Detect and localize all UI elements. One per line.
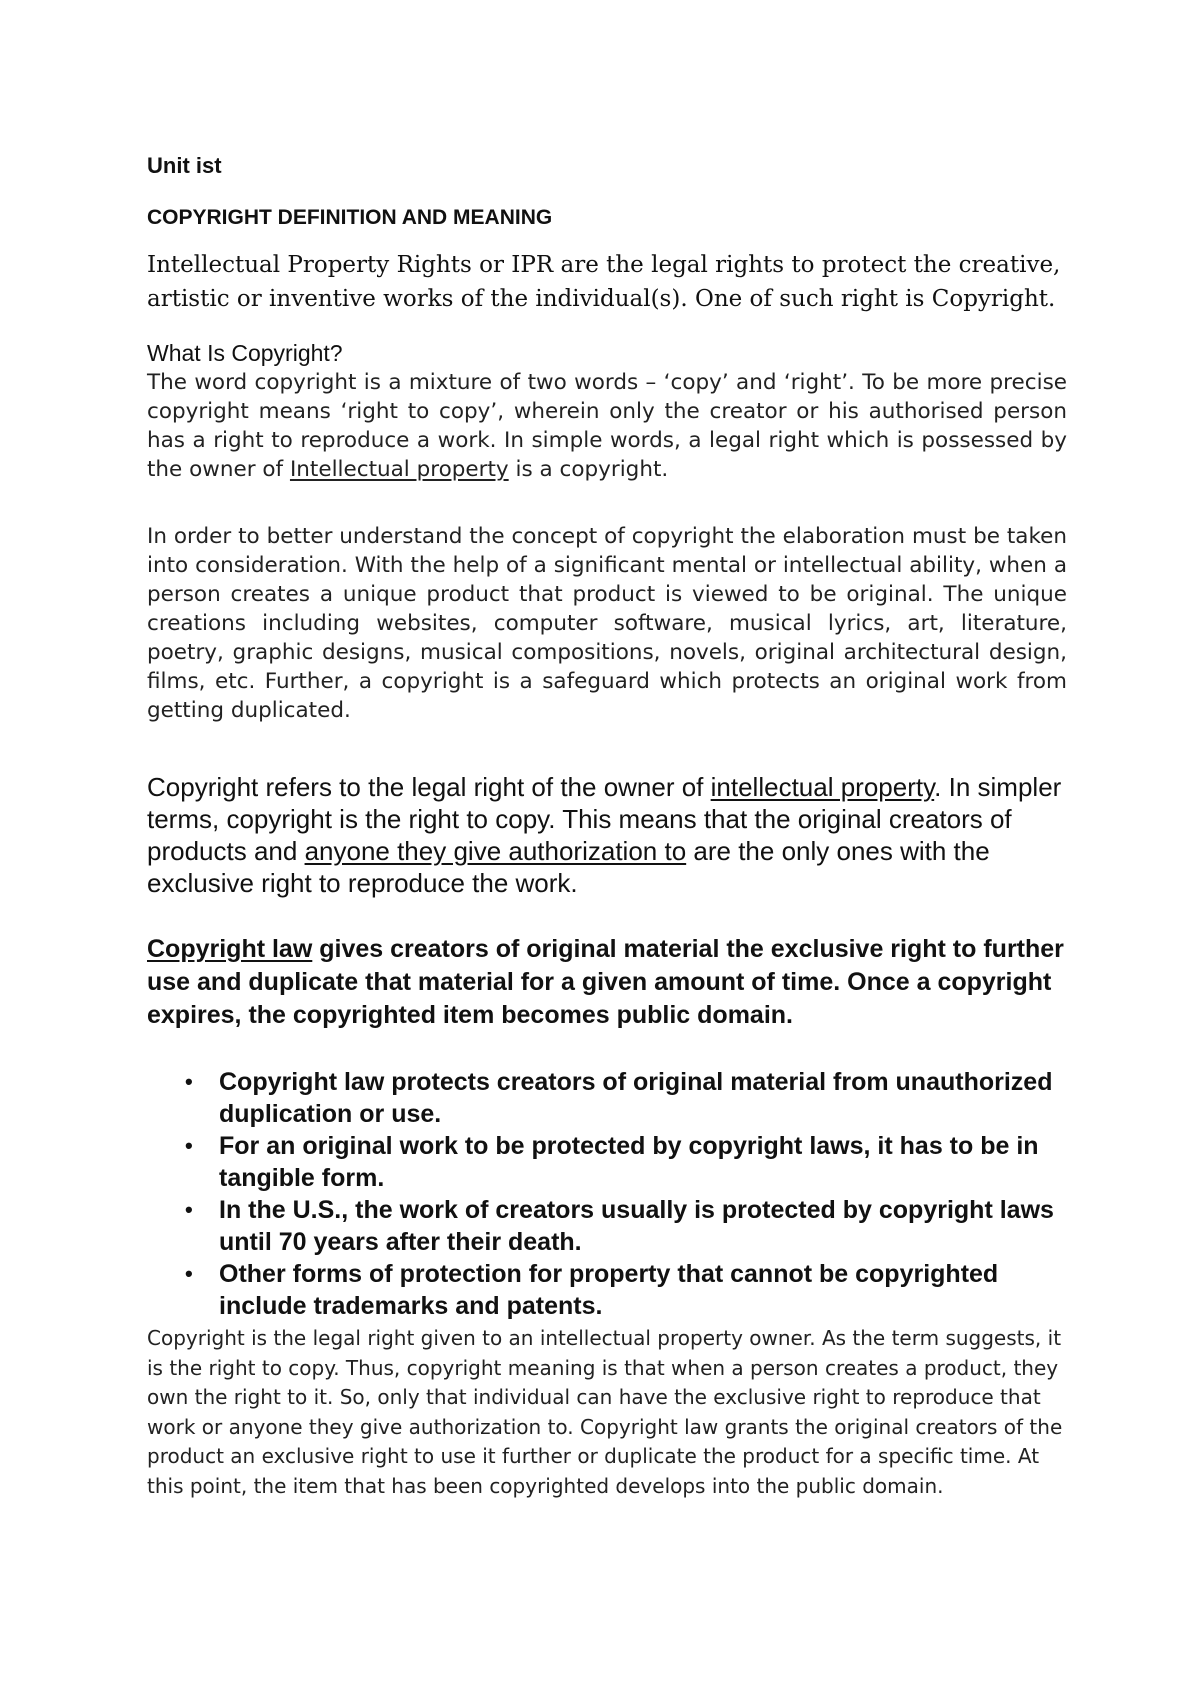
bullet-icon: •: [185, 1261, 193, 1286]
intellectual-property-link[interactable]: Intellectual property: [289, 457, 509, 482]
key-points-list: [147, 1066, 1067, 1322]
copyright-law-text: gives creators of original material the exclusive right to further use and duplicate that material for a given amount of time. Once a copyright expires, the copyrighted item becomes public domain.: [147, 935, 1064, 1029]
what-is-paragraph-2: In order to better understand the concept of copyright the elaboration must be taken into consideration. With the help of a significant mental or intellectual ability, when a person creates a unique product that product is viewed to be original. The unique creations including websites, computer software, musical lyrics, art, literature, poetry, graphic designs, musical compositions, novels, original architectural design, films, etc. Further, a copyright is a safeguard which protects an original work from getting duplicated.: [147, 524, 1067, 723]
refers-text-2: . In simpler terms, copyright is the right to copy. This means that the original creators of products and: [147, 772, 1062, 866]
list-item: • Other forms of protection for property that cannot be copyrighted include trademarks and patents.: [185, 1260, 999, 1320]
para1-text-before: The word copyright is a mixture of two words – ‘copy’ and ‘right’. To be more precise copyright means ‘right to copy’, wherein only the creator or his authorised person has a right to reproduce a work. In simple words, a legal right which is possessed by the owner of: [147, 370, 1067, 482]
section-title: COPYRIGHT DEFINITION AND MEANING: [147, 206, 553, 229]
intellectual-property-link-2[interactable]: intellectual property: [710, 772, 935, 802]
refers-text-3: are the only ones with the exclusive right to reproduce the work.: [147, 836, 990, 898]
list-item: • Copyright law protects creators of original material from unauthorized duplication or use.: [185, 1068, 1053, 1128]
document-page: [147, 140, 1067, 1501]
copyright-law-link[interactable]: Copyright law: [147, 935, 313, 963]
what-is-copyright-heading: What Is Copyright?: [147, 340, 343, 366]
copyright-refers-paragraph: [147, 771, 1067, 899]
unit-title: Unit ist: [147, 153, 222, 178]
list-item: • In the U.S., the work of creators usually is protected by copyright laws until 70 years after their death.: [185, 1196, 1054, 1256]
copyright-law-paragraph: [147, 933, 1067, 1032]
bullet-icon: •: [185, 1197, 193, 1222]
what-is-paragraph-1: [147, 368, 1067, 484]
authorization-link[interactable]: anyone they give authorization to: [304, 836, 687, 866]
bullet-icon: •: [185, 1133, 193, 1158]
bullet-icon: •: [185, 1069, 193, 1094]
intro-paragraph: Intellectual Property Rights or IPR are the legal rights to protect the creative, artistic or inventive works of the individual(s). One of such right is Copyright.: [147, 252, 1061, 312]
closing-paragraph: Copyright is the legal right given to an intellectual property owner. As the term suggests, it is the right to copy. Thus, copyright meaning is that when a person creates a product, they own the right to it. So, only that individual can have the exclusive right to reproduce that work or anyone they give authorization to. Copyright law grants the original creators of the product an exclusive right to use it further or duplicate the product for a specific time. At this point, the item that has been copyrighted develops into the public domain.: [147, 1326, 1063, 1498]
list-item: • For an original work to be protected by copyright laws, it has to be in tangible form.: [185, 1132, 1039, 1192]
para1-text-after: is a copyright.: [508, 457, 669, 482]
refers-text-1: Copyright refers to the legal right of the owner of: [147, 772, 711, 802]
